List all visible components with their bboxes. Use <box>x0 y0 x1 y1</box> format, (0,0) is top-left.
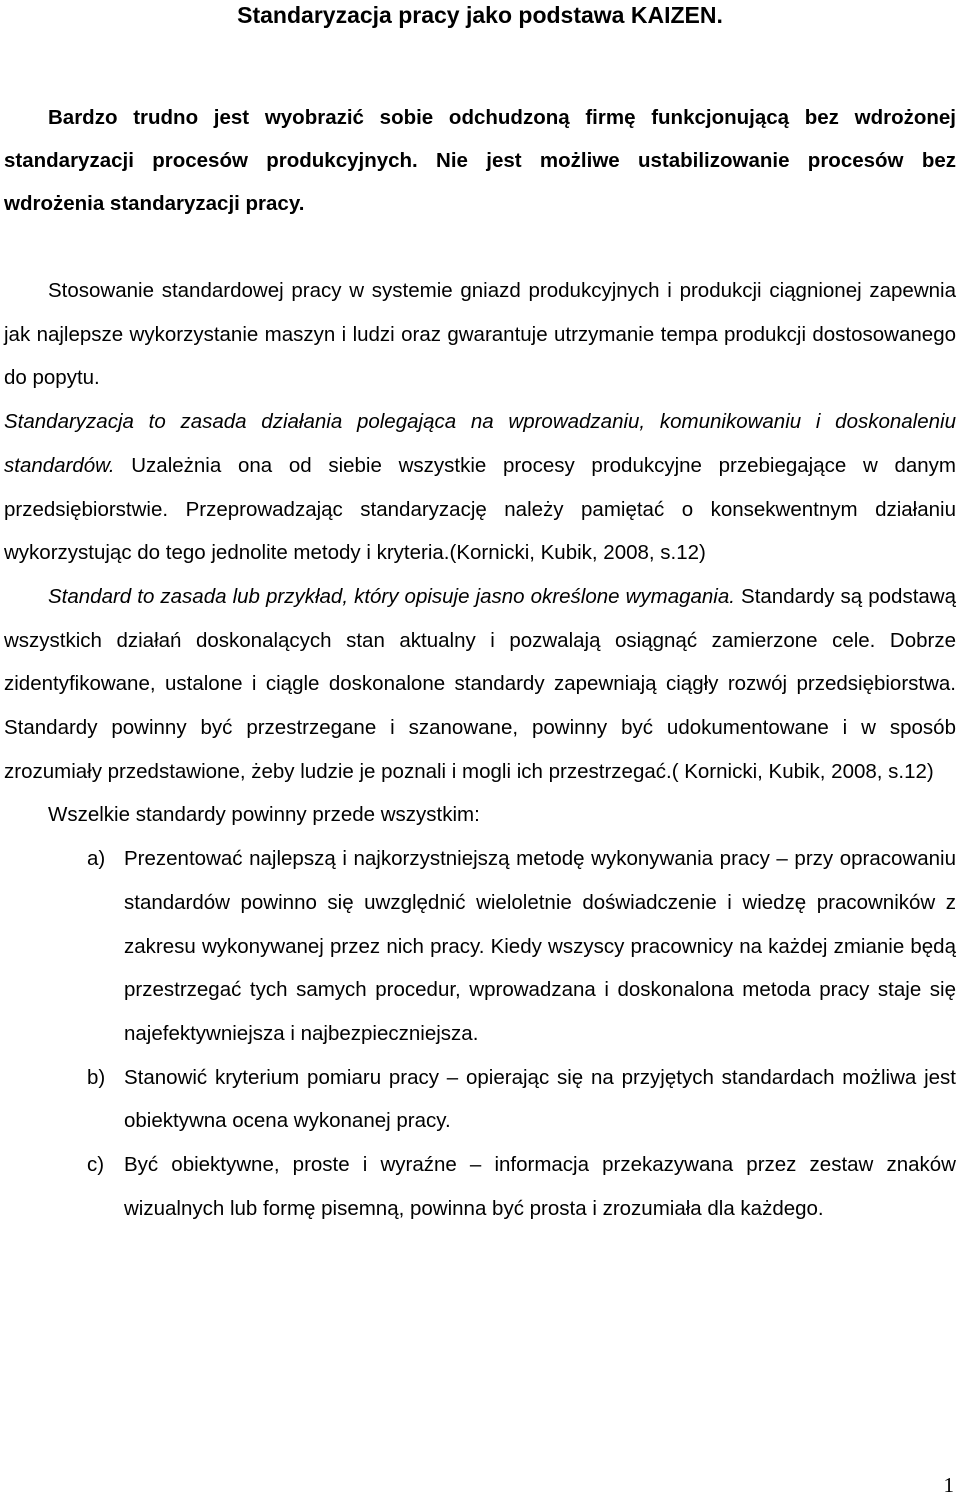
intro-paragraph: Bardzo trudno jest wyobrazić sobie odchudzoną firmę funkcjonującą bez wdrożonej standaryzacji procesów produkcyjnych. Nie jest możliwe ustabilizowanie procesów bez wdrożenia standaryzacji pracy. <box>4 106 956 215</box>
paragraph-2-rest: Standardy są podstawą wszystkich działań doskonalących stan aktualny i pozwalają osiągnąć zamierzone cele. Dobrze zidentyfikowane, ustalone i ciągle doskonalone standardy zapewniają ciągły rozwój przedsiębiorstwa. Standardy powinny być przestrzegane i szanowane, powinny być udokumentowane i w sposób zrozumiały przedstawione, żeby ludzie je poznali i mogli ich przestrzegać.( Kornicki, Kubik, 2008, s.12) <box>4 584 957 783</box>
list-marker: b) <box>87 1065 106 1089</box>
paragraph-1-sentence-1: Stosowanie standardowej pracy w systemie gniazd produkcyjnych i produkcji ciągnionej zapewnia jak najlepsze wykorzystanie maszyn i ludzi oraz gwarantuje utrzymanie tempa produkcji dostosowanego do popytu. <box>4 279 956 390</box>
document-title: Standaryzacja pracy jako podstawa KAIZEN. <box>237 2 723 28</box>
list-item-text: Stanowić kryterium pomiaru pracy – opierając się na przyjętych standardach możliwa jest obiektywna ocena wykonanej pracy. <box>124 1065 956 1133</box>
page-number: 1 <box>943 1473 954 1497</box>
list-marker: a) <box>87 847 106 871</box>
list-item-c <box>4 1143 956 1230</box>
paragraph-standard-work <box>4 269 956 575</box>
document-page <box>4 0 956 1230</box>
standardization-definition: Standaryzacja to zasada działania polegająca na wprowadzaniu, komunikowaniu i doskonaleniu standardów. <box>4 410 956 477</box>
paragraph-1-sentence-2: Uzależnia ona od siebie wszystkie procesy produkcyjne przebiegające w danym przedsiębiorstwie. Przeprowadzając standaryzację należy pamiętać o konsekwentnym działaniu wykorzystując do tego jednolite metody i kryteria.(Kornicki, Kubik, 2008, s.12) <box>4 453 956 565</box>
list-item-a <box>4 837 956 1056</box>
standard-definition: Standard to zasada lub przykład, który opisuje jasno określone wymagania. <box>48 584 735 608</box>
list-item-text: Być obiektywne, proste i wyraźne – informacja przekazywana przez zestaw znaków wizualnych lub formę pisemną, powinna być prosta i zrozumiała dla każdego. <box>124 1153 956 1220</box>
paragraph-standard-definition <box>4 575 956 794</box>
list-lead: Wszelkie standardy powinny przede wszystkim: <box>48 803 480 827</box>
list-item-text: Prezentować najlepszą i najkorzystniejszą metodę wykonywania pracy – przy opracowaniu standardów powinno się uwzględnić wieloletnie doświadczenie i wiedzę pracowników z zakresu wykonywanej przez nich pracy. Kiedy wszyscy pracownicy na każdej zmianie będą przestrzegać tych samych procedur, wprowadzana i doskonalona metoda pracy staje się najefektywniejsza i najbezpieczniejsza. <box>124 847 956 1045</box>
requirements-list <box>4 837 956 1230</box>
list-marker: c) <box>87 1153 105 1177</box>
list-item-b <box>4 1056 956 1143</box>
